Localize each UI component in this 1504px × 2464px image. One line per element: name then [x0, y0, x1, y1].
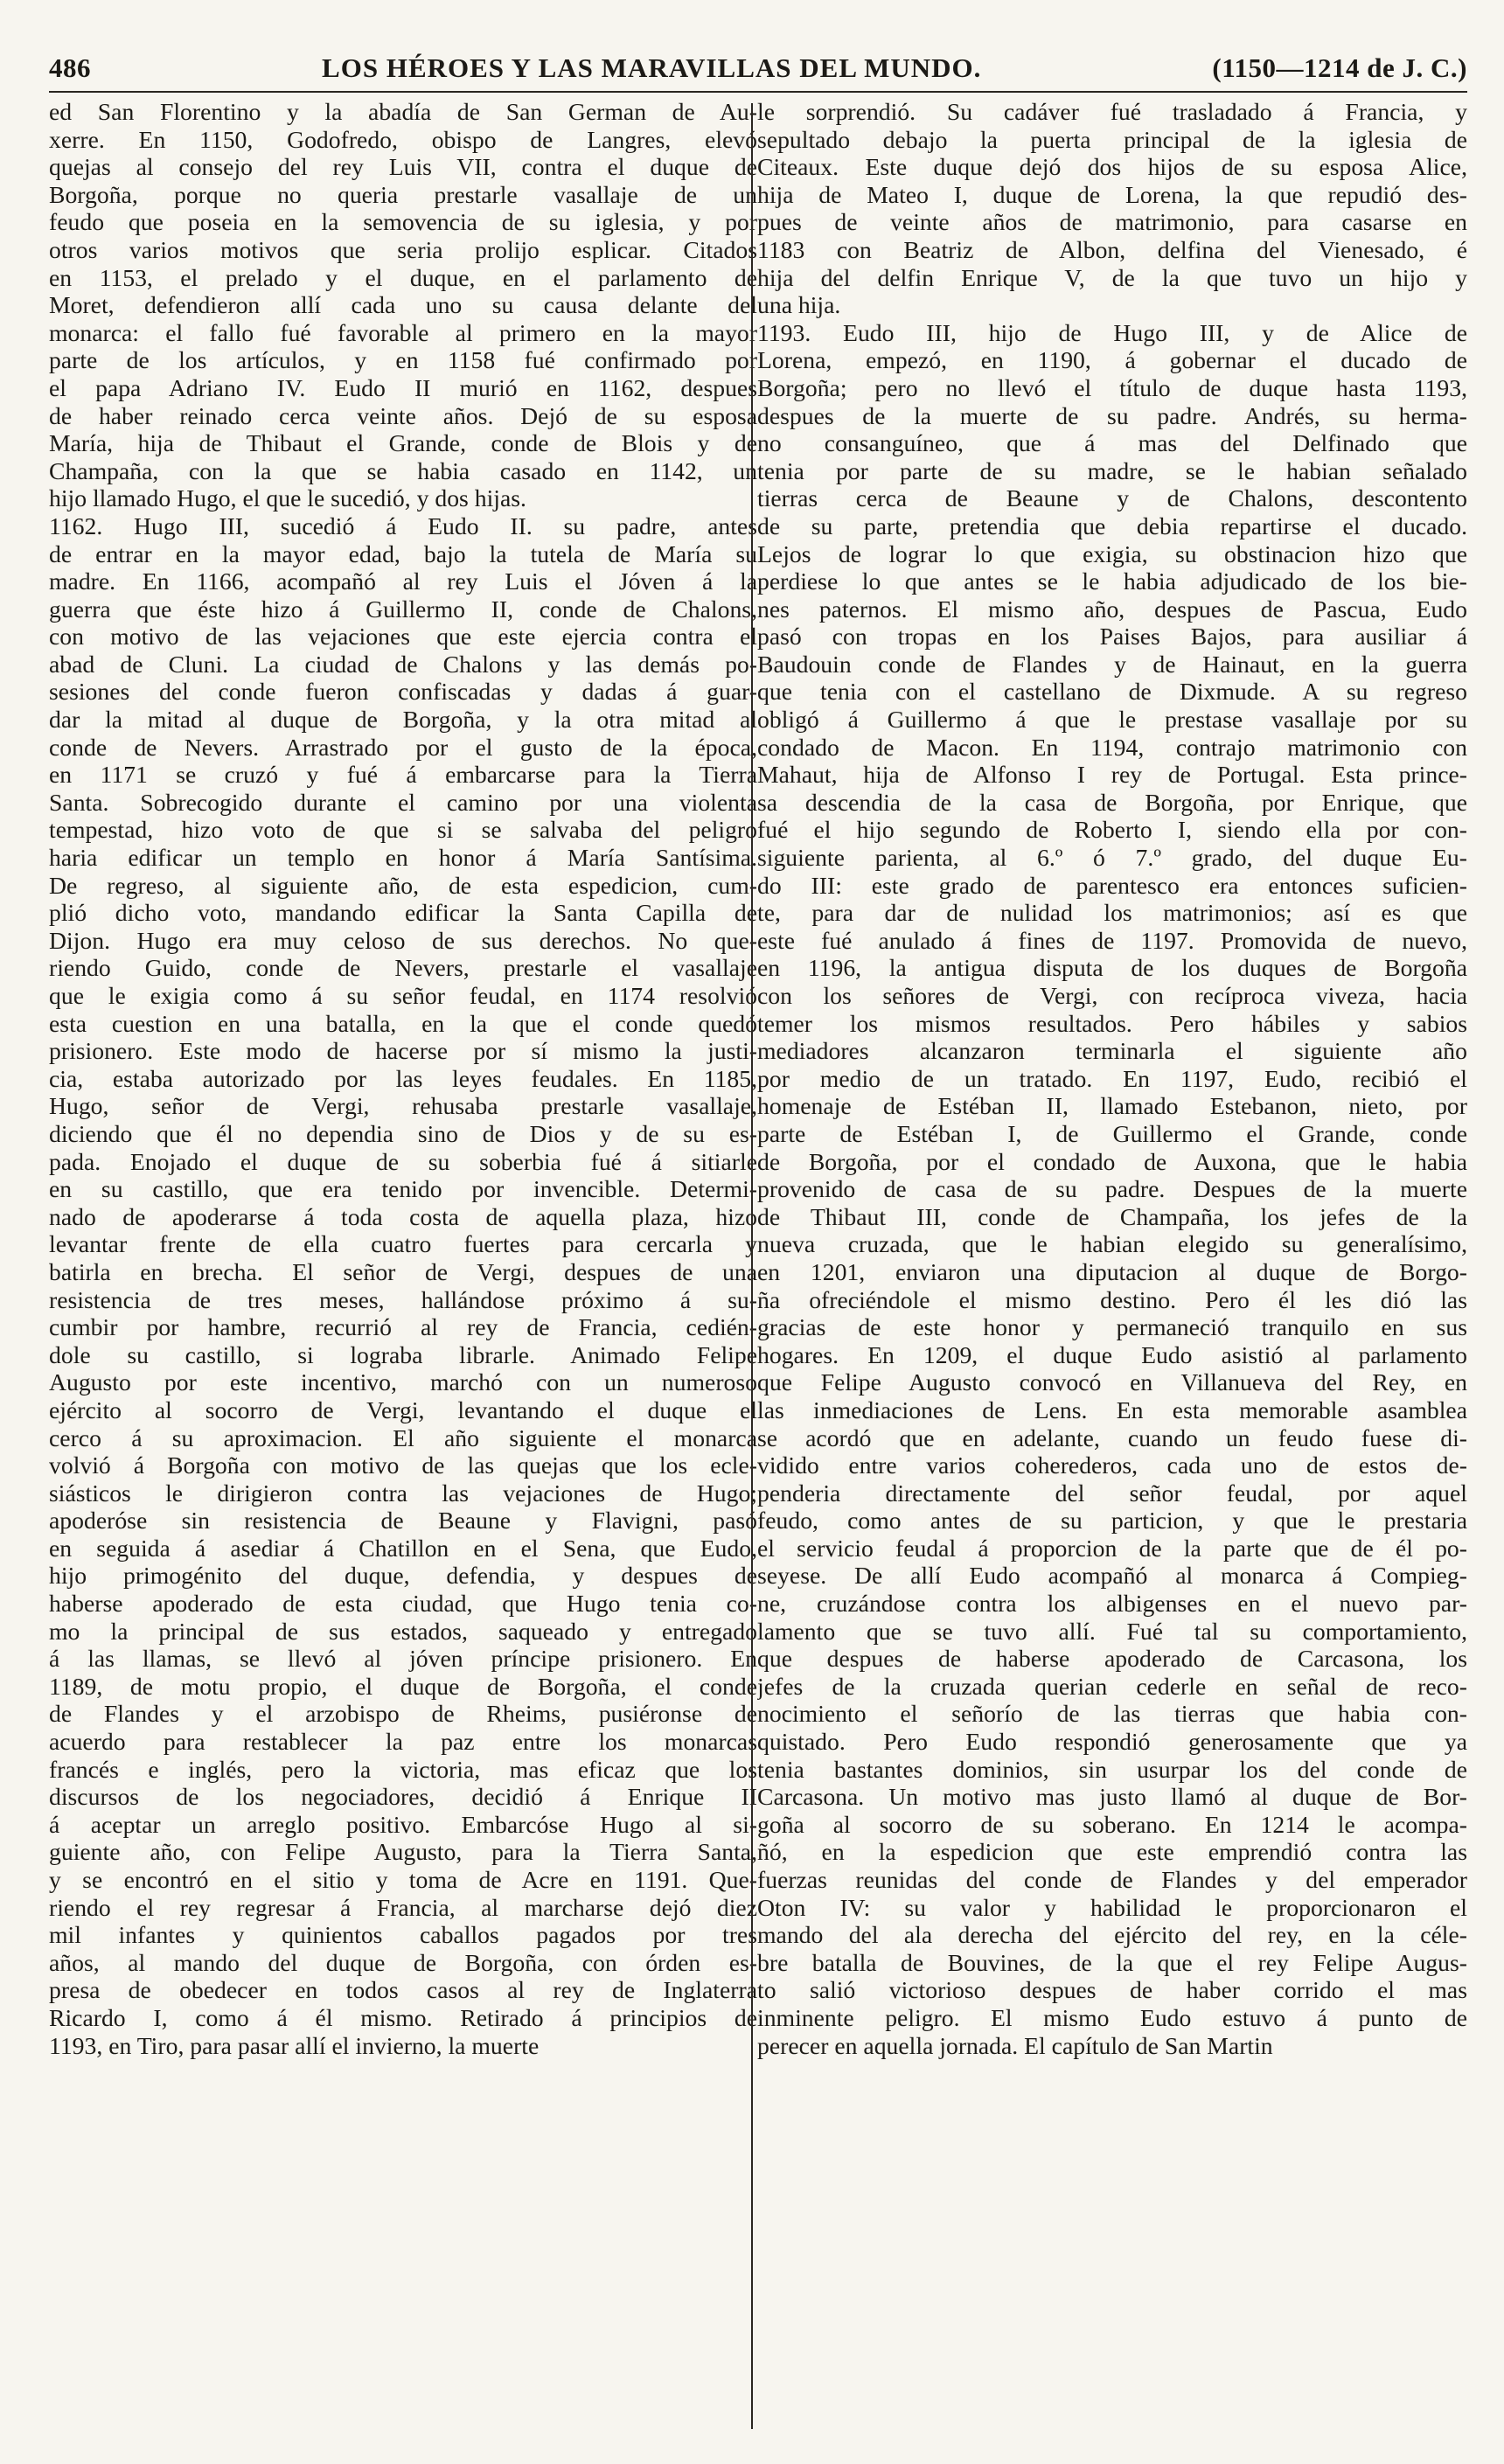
text-line: que le exigia como á su señor feudal, en 1174 resolvió [49, 982, 757, 1009]
left-column [49, 98, 757, 2059]
text-line: resistencia de tres meses, hallándose próximo á su- [49, 1285, 757, 1313]
text-line: Santa. Sobrecogido durante el camino por una violenta [49, 788, 757, 816]
text-line: de haber reinado cerca veinte años. Dejó de su esposa [49, 401, 757, 429]
text-line: hogares. En 1209, el duque Eudo asistió al parlamento [757, 1340, 1467, 1368]
text-line: pasó con tropas en los Paises Bajos, para ausiliar á [757, 623, 1467, 651]
text-line: ejército al socorro de Vergi, levantando el duque el [49, 1396, 757, 1423]
text-line: se acordó que en adelante, cuando un feudo fuese di- [757, 1423, 1467, 1451]
text-line: haria edificar un templo en honor á María Santísima. [49, 844, 757, 872]
text-line: 1183 con Beatriz de Albon, delfina del Vienesado, é [757, 235, 1467, 263]
text-line: fuerzas reunidas del conde de Flandes y del emperador [757, 1866, 1467, 1893]
text-line: en 1196, la antigua disputa de los duques de Borgoña [757, 954, 1467, 982]
text-line: nes paternos. El mismo año, despues de Pascua, Eudo [757, 595, 1467, 623]
text-line: 1193, en Tiro, para pasar allí el invierno, la muerte [49, 2031, 540, 2059]
text-line: las inmediaciones de Lens. En esta memorable asamblea [757, 1396, 1467, 1423]
text-line: nado de apoderarse á toda costa de aquella plaza, hizo [49, 1202, 757, 1230]
text-line: lamento que se tuvo allí. Fué tal su comportamiento, [757, 1617, 1467, 1645]
text-line: plió dicho voto, mandando edificar la Santa Capilla de [49, 899, 757, 927]
text-line: mil infantes y quinientos caballos pagados por tres [49, 1921, 757, 1949]
text-line: mando del ala derecha del ejército del rey, en la céle- [757, 1921, 1467, 1949]
text-line: quistado. Pero Eudo respondió generosamente que ya [757, 1728, 1467, 1756]
text-line: 1193. Eudo III, hijo de Hugo III, y de Alice de [757, 318, 1467, 346]
text-line: siásticos le dirigieron contra las vejaciones de Hugo; [49, 1479, 757, 1507]
text-line: 1162. Hugo III, sucedió á Eudo II. su padre, antes [49, 512, 757, 539]
text-line: Hugo, señor de Vergi, rehusaba prestarle vasallaje, [49, 1092, 757, 1120]
text-line: bre batalla de Bouvines, de la que el rey Felipe Augus- [757, 1948, 1467, 1976]
text-line: Lorena, empezó, en 1190, á gobernar el ducado de [757, 346, 1467, 374]
text-line: hijo llamado Hugo, el que le sucedió, y dos hijas. [49, 484, 526, 512]
text-line: tenia por parte de su madre, se le habian señalado [757, 456, 1467, 484]
text-line: María, hija de Thibaut el Grande, conde de Blois y de [49, 429, 757, 457]
text-line: una hija. [757, 291, 841, 319]
text-line: to salió victorioso despues de haber corrido el mas [757, 1976, 1467, 2004]
text-line: de Thibaut III, conde de Champaña, los jefes de la [757, 1202, 1467, 1230]
text-line: pada. Enojado el duque de su soberbia fué á sitiarle [49, 1147, 757, 1175]
text-line: Lejos de lograr lo que exigia, su obstinacion hizo que [757, 539, 1467, 567]
text-line: riendo Guido, conde de Nevers, prestarle el vasallaje [49, 954, 757, 982]
text-line: el papa Adriano IV. Eudo II murió en 1162, despues [49, 373, 757, 401]
text-line: monarca: el fallo fué favorable al primero en la mayor [49, 318, 757, 346]
text-line: abad de Cluni. La ciudad de Chalons y las demás po- [49, 650, 757, 678]
text-line: Baudouin conde de Flandes y de Hainaut, en la guerra [757, 650, 1467, 678]
text-line: Borgoña; pero no llevó el título de duque hasta 1193, [757, 373, 1467, 401]
column-divider [751, 103, 753, 2429]
text-line: perecer en aquella jornada. El capítulo de San Martin [757, 2031, 1273, 2059]
text-line: cumbir por hambre, recurrió al rey de Francia, cedién- [49, 1313, 757, 1341]
text-line: presa de obedecer en todos casos al rey de Inglaterra [49, 1976, 757, 2004]
text-line: no consanguíneo, que á mas del Delfinado que [757, 429, 1467, 457]
text-line: en 1153, el prelado y el duque, en el parlamento de [49, 263, 757, 291]
text-line: que tenia con el castellano de Dixmude. A su regreso [757, 678, 1467, 706]
text-line: ñó, en la espedicion que este emprendió contra las [757, 1838, 1467, 1866]
date-range: (1150—1214 de J. C.) [1212, 52, 1467, 83]
text-line: dole su castillo, si lograba librarle. Animado Felipe [49, 1340, 757, 1368]
text-line: Dijon. Hugo era muy celoso de sus derechos. No que- [49, 926, 757, 954]
text-line: de entrar en la mayor edad, bajo la tutela de María su [49, 539, 757, 567]
text-line: Citeaux. Este duque dejó dos hijos de su esposa Alice, [757, 153, 1467, 181]
text-line: de su parte, pretendia que debia repartirse el ducado. [757, 512, 1467, 539]
text-line: batirla en brecha. El señor de Vergi, despues de una [49, 1257, 757, 1285]
text-line: penderia directamente del señor feudal, por aquel [757, 1479, 1467, 1507]
text-line: discursos de los negociadores, decidió á Enrique II [49, 1783, 757, 1811]
text-line: temer los mismos resultados. Pero hábiles y sabios [757, 1009, 1467, 1037]
text-line: conde de Nevers. Arrastrado por el gusto de la época, [49, 733, 757, 761]
text-line: sepultado debajo la puerta principal de la iglesia de [757, 125, 1467, 153]
text-line: do III: este grado de parentesco era entonces suficien- [757, 871, 1467, 899]
text-line: dar la mitad al duque de Borgoña, y la otra mitad al [49, 706, 757, 734]
text-line: ña ofreciéndole el mismo destino. Pero él les dió las [757, 1285, 1467, 1313]
text-line: ed San Florentino y la abadía de San German de Au- [49, 98, 757, 125]
text-line: volvió á Borgoña con motivo de las quejas que los ecle- [49, 1451, 757, 1479]
text-line: el servicio feudal á proporcion de la parte que de él po- [757, 1534, 1467, 1562]
page-number: 486 [49, 52, 91, 83]
text-line: guiente año, con Felipe Augusto, para la Tierra Santa, [49, 1838, 757, 1866]
text-line: levantar frente de ella cuatro fuertes para cercarla y [49, 1230, 757, 1258]
text-line: tempestad, hizo voto de que si se salvaba del peligro [49, 816, 757, 844]
text-line: jefes de la cruzada querian cederle en señal de reco- [757, 1672, 1467, 1700]
text-line: diciendo que él no dependia sino de Dios y de su es- [49, 1119, 757, 1147]
text-line: por medio de un tratado. En 1197, Eudo, recibió el [757, 1064, 1467, 1092]
text-line: de Flandes y el arzobispo de Rheims, pusiéronse de [49, 1700, 757, 1728]
page-header [49, 52, 1467, 87]
text-line: despues de la muerte de su padre. Andrés, su herma- [757, 401, 1467, 429]
text-line: parte de Estéban I, de Guillermo el Grande, conde [757, 1119, 1467, 1147]
text-line: ne, cruzándose contra los albigenses en el nuevo par- [757, 1590, 1467, 1618]
text-line: provenido de casa de su padre. Despues de la muerte [757, 1175, 1467, 1203]
text-line: Champaña, con la que se habia casado en 1142, un [49, 456, 757, 484]
text-line: en 1171 se cruzó y fué á embarcarse para la Tierra [49, 761, 757, 789]
text-line: Carcasona. Un motivo mas justo llamó al duque de Bor- [757, 1783, 1467, 1811]
text-line: tenia bastantes dominios, sin usurpar los del conde de [757, 1755, 1467, 1783]
text-line: homenaje de Estéban II, llamado Estebanon, nieto, por [757, 1092, 1467, 1120]
text-line: con los señores de Vergi, con recíproca viveza, hacia [757, 982, 1467, 1009]
text-line: riendo el rey regresar á Francia, al marcharse dejó diez [49, 1893, 757, 1921]
text-line: sa descendia de la casa de Borgoña, por Enrique, que [757, 788, 1467, 816]
text-line: y se encontró en el sitio y toma de Acre en 1191. Que- [49, 1866, 757, 1893]
text-line: feudo que poseia en la semovencia de su iglesia, y por [49, 208, 757, 236]
text-line: cia, estaba autorizado por las leyes feudales. En 1185, [49, 1064, 757, 1092]
text-line: De regreso, al siguiente año, de esta espedicion, cum- [49, 871, 757, 899]
text-line: pues de veinte años de matrimonio, para casarse en [757, 208, 1467, 236]
text-line: Oton IV: su valor y habilidad le proporcionaron el [757, 1893, 1467, 1921]
text-line: de Borgoña, por el condado de Auxona, que le habia [757, 1147, 1467, 1175]
text-line: fué el hijo segundo de Roberto I, siendo ella por con- [757, 816, 1467, 844]
text-line: tierras cerca de Beaune y de Chalons, descontento [757, 484, 1467, 512]
text-line: quejas al consejo del rey Luis VII, contra el duque de [49, 153, 757, 181]
text-line: guerra que éste hizo á Guillermo II, conde de Chalons, [49, 595, 757, 623]
text-line: condado de Macon. En 1194, contrajo matrimonio con [757, 733, 1467, 761]
header-rule [49, 91, 1467, 93]
text-line: acuerdo para restablecer la paz entre los monarcas [49, 1728, 757, 1756]
text-line: apoderóse sin resistencia de Beaune y Flavigni, pasó [49, 1507, 757, 1535]
text-line: años, al mando del duque de Borgoña, con órden es- [49, 1948, 757, 1976]
text-line: en su castillo, que era tenido por invencible. Determi- [49, 1175, 757, 1203]
text-line: esta cuestion en una batalla, en la que el conde quedó [49, 1009, 757, 1037]
text-line: Ricardo I, como á él mismo. Retirado á principios de [49, 2003, 757, 2031]
text-line: 1189, de motu propio, el duque de Borgoña, el conde [49, 1672, 757, 1700]
text-line: xerre. En 1150, Godofredo, obispo de Langres, elevó [49, 125, 757, 153]
text-line: cerco á su aproximacion. El año siguiente el monarca [49, 1423, 757, 1451]
text-line: Borgoña, porque no queria prestarle vasallaje de un [49, 180, 757, 208]
text-line: parte de los artículos, y en 1158 fué confirmado por [49, 346, 757, 374]
text-line: te, para dar de nulidad los matrimonios; así es que [757, 899, 1467, 927]
text-line: hija del delfin Enrique V, de la que tuvo un hijo y [757, 263, 1467, 291]
text-line: con motivo de las vejaciones que este ejercia contra el [49, 623, 757, 651]
running-title: LOS HÉROES Y LAS MARAVILLAS DEL MUNDO. [322, 52, 982, 83]
text-line: obligó á Guillermo á que le prestase vasallaje por su [757, 706, 1467, 734]
text-line: feudo, como antes de su particion, y que le prestaria [757, 1507, 1467, 1535]
text-line: mo la principal de sus estados, saqueado y entregado [49, 1617, 757, 1645]
text-line: que despues de haberse apoderado de Carcasona, los [757, 1645, 1467, 1673]
text-line: francés e inglés, pero la victoria, mas eficaz que los [49, 1755, 757, 1783]
text-line: seyese. De allí Eudo acompañó al monarca á Compieg- [757, 1562, 1467, 1590]
text-line: vidido entre varios coherederos, cada uno de estos de- [757, 1451, 1467, 1479]
text-line: perdiese lo que antes se le habia adjudicado de los bie- [757, 567, 1467, 595]
text-line: en 1201, enviaron una diputacion al duque de Borgo- [757, 1257, 1467, 1285]
text-line: nueva cruzada, que le habian elegido su generalísimo, [757, 1230, 1467, 1258]
text-line: á las llamas, se llevó al jóven príncipe prisionero. En [49, 1645, 757, 1673]
text-line: madre. En 1166, acompañó al rey Luis el Jóven á la [49, 567, 757, 595]
text-line: nocimiento el señorío de las tierras que habia con- [757, 1700, 1467, 1728]
text-line: inminente peligro. El mismo Eudo estuvo á punto de [757, 2003, 1467, 2031]
text-line: hijo primogénito del duque, defendia, y despues de [49, 1562, 757, 1590]
text-line: este fué anulado á fines de 1197. Promovida de nuevo, [757, 926, 1467, 954]
text-line: á aceptar un arreglo positivo. Embarcóse Hugo al si- [49, 1810, 757, 1838]
text-line: goña al socorro de su soberano. En 1214 le acompa- [757, 1810, 1467, 1838]
text-line: haberse apoderado de esta ciudad, que Hugo tenia co- [49, 1590, 757, 1618]
text-line: Mahaut, hija de Alfonso I rey de Portugal. Esta prince- [757, 761, 1467, 789]
right-column [757, 98, 1467, 2059]
text-line: gracias de este honor y permaneció tranquilo en sus [757, 1313, 1467, 1341]
text-line: Moret, defendieron allí cada uno su causa delante del [49, 291, 757, 319]
text-line: en seguida á asediar á Chatillon en el Sena, que Eudo, [49, 1534, 757, 1562]
text-line: hija de Mateo I, duque de Lorena, la que repudió des- [757, 180, 1467, 208]
text-line: otros varios motivos que seria prolijo esplicar. Citados [49, 235, 757, 263]
text-line: prisionero. Este modo de hacerse por sí mismo la justi- [49, 1037, 757, 1065]
text-line: que Felipe Augusto convocó en Villanueva del Rey, en [757, 1368, 1467, 1396]
text-line: Augusto por este incentivo, marchó con un numeroso [49, 1368, 757, 1396]
text-line: le sorprendió. Su cadáver fué trasladado á Francia, y [757, 98, 1467, 125]
text-line: sesiones del conde fueron confiscadas y dadas á guar- [49, 678, 757, 706]
text-line: siguiente parienta, al 6.º ó 7.º grado, del duque Eu- [757, 844, 1467, 872]
text-line: mediadores alcanzaron terminarla el siguiente año [757, 1037, 1467, 1065]
